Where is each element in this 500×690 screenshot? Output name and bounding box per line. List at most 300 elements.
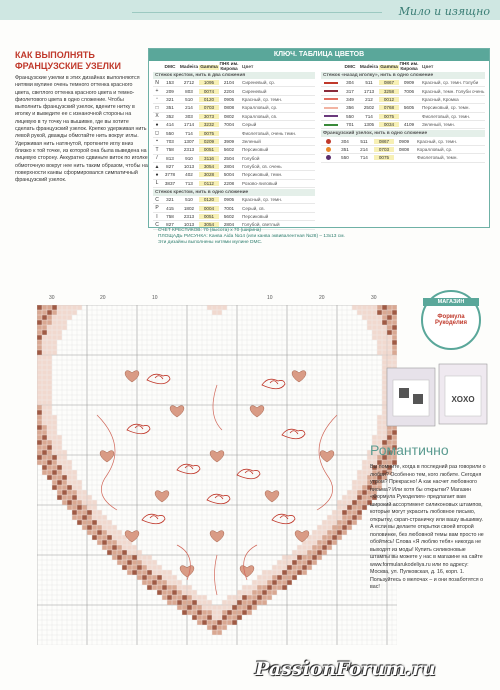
- inner-border-stitch: [282, 555, 287, 560]
- key-header-right: [321, 63, 485, 71]
- border-stitch: [77, 500, 82, 505]
- inner-border-stitch: [337, 505, 342, 510]
- key-footer: [158, 228, 488, 246]
- border-stitch: [152, 575, 157, 580]
- inner-border-stitch: [352, 305, 357, 310]
- border-stitch: [67, 485, 72, 490]
- inner-border-stitch: [52, 320, 57, 325]
- inner-border-stitch: [227, 600, 232, 605]
- inner-border-stitch: [62, 465, 67, 470]
- border-stitch: [147, 570, 152, 575]
- border-stitch: [207, 615, 212, 620]
- inner-border-stitch: [147, 565, 152, 570]
- inner-border-stitch: [362, 470, 367, 475]
- inner-border-stitch: [52, 350, 57, 355]
- border-stitch: [62, 485, 67, 490]
- border-stitch: [52, 455, 57, 460]
- border-stitch: [342, 530, 347, 535]
- border-stitch: [142, 575, 147, 580]
- inner-border-stitch: [42, 395, 47, 400]
- border-stitch: [72, 495, 77, 500]
- inner-border-stitch: [62, 325, 67, 330]
- inner-border-stitch: [307, 540, 312, 545]
- inner-border-stitch: [42, 360, 47, 365]
- border-stitch: [392, 340, 397, 345]
- border-stitch: [42, 305, 47, 310]
- dmc-code: 550: [346, 113, 354, 119]
- badge-text: Формула Рукоделия: [435, 314, 467, 326]
- border-stitch: [57, 480, 62, 485]
- border-stitch: [42, 440, 47, 445]
- border-stitch: [67, 505, 72, 510]
- border-stitch: [117, 560, 122, 565]
- french-section-title: Французский узелок, нить в одно сложение: [321, 130, 485, 137]
- inner-border-stitch: [237, 590, 242, 595]
- dmc-code: 304: [341, 138, 349, 144]
- inner-border-stitch: [377, 425, 382, 430]
- inner-border-stitch: [372, 320, 377, 325]
- half-rows: [153, 196, 315, 230]
- madeira-code: 713: [185, 180, 193, 186]
- border-stitch: [297, 570, 302, 575]
- border-stitch: [347, 520, 352, 525]
- border-stitch: [42, 460, 47, 465]
- border-stitch: [222, 610, 227, 615]
- border-stitch: [362, 495, 367, 500]
- border-stitch: [257, 600, 262, 605]
- color-line-swatch: [324, 124, 338, 126]
- border-stitch: [197, 615, 202, 620]
- inner-border-stitch: [117, 540, 122, 545]
- inner-border-stitch: [387, 345, 392, 350]
- back-rows: [321, 79, 485, 129]
- border-stitch: [282, 585, 287, 590]
- inner-border-stitch: [57, 305, 62, 310]
- madeira-code: 714: [185, 130, 193, 136]
- border-stitch: [287, 565, 292, 570]
- axis-label: 30: [371, 295, 377, 301]
- border-stitch: [37, 405, 42, 410]
- gamma-code: 3054: [199, 222, 219, 227]
- border-stitch: [57, 475, 62, 480]
- inner-border-stitch: [322, 525, 327, 530]
- inner-border-stitch: [327, 520, 332, 525]
- inner-border-stitch: [302, 545, 307, 550]
- inner-border-stitch: [382, 350, 387, 355]
- border-stitch: [212, 630, 217, 635]
- border-stitch: [72, 490, 77, 495]
- inner-border-stitch: [277, 570, 282, 575]
- half-section-title: Стежок крестом, нить в одно сложение: [153, 189, 315, 196]
- inner-border-stitch: [67, 480, 72, 485]
- inner-border-stitch: [47, 415, 52, 420]
- inner-border-stitch: [87, 495, 92, 500]
- inner-border-stitch: [92, 515, 97, 520]
- inner-border-stitch: [377, 420, 382, 425]
- key-row: [153, 204, 315, 212]
- border-stitch: [242, 610, 247, 615]
- border-stitch: [317, 555, 322, 560]
- border-stitch: [362, 490, 367, 495]
- border-stitch: [142, 565, 147, 570]
- inner-border-stitch: [52, 450, 57, 455]
- inner-border-stitch: [37, 380, 42, 385]
- border-stitch: [272, 585, 277, 590]
- gamma-code: 0120: [199, 97, 219, 102]
- inner-border-stitch: [177, 585, 182, 590]
- inner-border-stitch: [172, 575, 177, 580]
- inner-border-stitch: [362, 465, 367, 470]
- border-stitch: [177, 600, 182, 605]
- inner-border-stitch: [262, 575, 267, 580]
- border-stitch: [177, 595, 182, 600]
- key-row: [153, 146, 315, 154]
- border-stitch: [227, 620, 232, 625]
- border-stitch: [327, 540, 332, 545]
- border-stitch: [297, 560, 302, 565]
- color-name: Коралловый, св.: [242, 113, 278, 119]
- gamma-code: 0075: [374, 155, 394, 160]
- inner-border-stitch: [277, 565, 282, 570]
- border-stitch: [107, 535, 112, 540]
- inner-border-stitch: [217, 605, 222, 610]
- inner-border-stitch: [77, 485, 82, 490]
- border-stitch: [47, 440, 52, 445]
- color-dot-swatch: [326, 155, 331, 160]
- border-stitch: [102, 530, 107, 535]
- key-row: [153, 121, 315, 129]
- border-stitch: [37, 445, 42, 450]
- border-stitch: [362, 500, 367, 505]
- border-stitch: [92, 535, 97, 540]
- border-stitch: [342, 515, 347, 520]
- border-stitch: [37, 330, 42, 335]
- border-stitch: [57, 490, 62, 495]
- inner-border-stitch: [102, 515, 107, 520]
- inner-border-stitch: [72, 310, 77, 315]
- border-stitch: [322, 540, 327, 545]
- border-stitch: [292, 565, 297, 570]
- inner-border-stitch: [247, 590, 252, 595]
- row-symbol: /: [156, 155, 158, 162]
- border-stitch: [112, 545, 117, 550]
- border-stitch: [72, 505, 77, 510]
- madeira-code: 2502: [363, 105, 375, 111]
- border-stitch: [132, 555, 137, 560]
- row-symbol: Т: [155, 146, 159, 153]
- key-row: [153, 104, 315, 112]
- border-stitch: [147, 580, 152, 585]
- bird-motif: [237, 469, 260, 479]
- border-stitch: [57, 495, 62, 500]
- border-stitch: [127, 565, 132, 570]
- border-stitch: [142, 570, 147, 575]
- inner-border-stitch: [332, 510, 337, 515]
- inner-border-stitch: [52, 340, 57, 345]
- border-stitch: [292, 575, 297, 580]
- border-stitch: [172, 590, 177, 595]
- inner-border-stitch: [352, 480, 357, 485]
- inner-border-stitch: [42, 420, 47, 425]
- inner-border-stitch: [357, 470, 362, 475]
- color-name: Персиковый: [242, 214, 269, 220]
- inner-border-stitch: [367, 305, 372, 310]
- inner-border-stitch: [307, 545, 312, 550]
- dmc-code: 351: [166, 105, 174, 111]
- border-stitch: [352, 520, 357, 525]
- inner-border-stitch: [362, 475, 367, 480]
- border-stitch: [72, 500, 77, 505]
- inner-border-stitch: [67, 460, 72, 465]
- inner-border-stitch: [67, 465, 72, 470]
- inner-border-stitch: [282, 565, 287, 570]
- inner-border-stitch: [317, 530, 322, 535]
- inner-border-stitch: [57, 325, 62, 330]
- row-symbol: ●: [155, 171, 159, 178]
- inner-border-stitch: [57, 460, 62, 465]
- border-stitch: [122, 560, 127, 565]
- inner-border-stitch: [207, 305, 212, 310]
- border-stitch: [52, 305, 57, 310]
- inner-border-stitch: [242, 585, 247, 590]
- color-line-swatch: [324, 90, 338, 92]
- border-stitch: [97, 525, 102, 530]
- key-row: [321, 121, 485, 129]
- inner-border-stitch: [47, 355, 52, 360]
- pnk-code: 5605: [403, 105, 415, 111]
- border-stitch: [237, 610, 242, 615]
- border-stitch: [292, 570, 297, 575]
- gamma-code: 0074: [199, 89, 219, 94]
- border-stitch: [357, 495, 362, 500]
- border-stitch: [37, 435, 42, 440]
- border-stitch: [157, 580, 162, 585]
- row-symbol: X: [155, 113, 159, 120]
- border-stitch: [47, 470, 52, 475]
- inner-border-stitch: [132, 550, 137, 555]
- inner-border-stitch: [222, 600, 227, 605]
- hdr-pnk: ПНК им. Кирова: [219, 62, 239, 72]
- inner-border-stitch: [377, 335, 382, 340]
- inner-border-stitch: [372, 315, 377, 320]
- dmc-code: 356: [346, 105, 354, 111]
- border-stitch: [37, 410, 42, 415]
- inner-border-stitch: [92, 500, 97, 505]
- inner-border-stitch: [107, 530, 112, 535]
- border-stitch: [47, 450, 52, 455]
- stamp-packages-image: [385, 360, 490, 430]
- border-stitch: [207, 625, 212, 630]
- madeira-code: 1013: [183, 222, 195, 228]
- border-stitch: [247, 605, 252, 610]
- border-stitch: [42, 330, 47, 335]
- inner-border-stitch: [377, 415, 382, 420]
- inner-border-stitch: [382, 335, 387, 340]
- border-stitch: [382, 310, 387, 315]
- border-stitch: [47, 465, 52, 470]
- key-row: [153, 163, 315, 171]
- border-stitch: [137, 560, 142, 565]
- inner-border-stitch: [172, 580, 177, 585]
- bird-motif: [272, 514, 295, 524]
- border-stitch: [317, 540, 322, 545]
- border-stitch: [332, 540, 337, 545]
- inner-border-stitch: [77, 305, 82, 310]
- border-stitch: [392, 315, 397, 320]
- border-stitch: [262, 585, 267, 590]
- inner-border-stitch: [152, 565, 157, 570]
- border-stitch: [322, 550, 327, 555]
- gamma-code: 0051: [199, 147, 219, 152]
- border-stitch: [387, 305, 392, 310]
- inner-border-stitch: [217, 615, 222, 620]
- border-stitch: [177, 590, 182, 595]
- border-stitch: [222, 620, 227, 625]
- inner-border-stitch: [112, 535, 117, 540]
- border-stitch: [267, 585, 272, 590]
- border-stitch: [332, 525, 337, 530]
- design-area: ПЛОЩАДЬ РИСУНКА: Канва Aida №14 (или канва эквивалентная №28) – 13х13 см.: [158, 234, 345, 239]
- inner-border-stitch: [37, 355, 42, 360]
- border-stitch: [192, 610, 197, 615]
- inner-border-stitch: [182, 585, 187, 590]
- dmc-code: 758: [166, 214, 174, 220]
- row-symbol: ◻: [154, 130, 160, 137]
- inner-border-stitch: [97, 520, 102, 525]
- border-stitch: [42, 430, 47, 435]
- border-stitch: [87, 510, 92, 515]
- inner-border-stitch: [272, 570, 277, 575]
- border-stitch: [137, 570, 142, 575]
- row-symbol: N: [155, 79, 159, 86]
- color-name: Красный, ср. темн.: [417, 138, 458, 144]
- pnk-code: 5004: [223, 172, 235, 178]
- gamma-code: 3258: [379, 89, 399, 94]
- row-symbol: ▪: [156, 138, 158, 145]
- heart-pattern: [37, 305, 397, 645]
- inner-border-stitch: [47, 425, 52, 430]
- thread-note: Эти дизайны выполнены нитями мулине DMC.: [158, 240, 263, 245]
- inner-border-stitch: [57, 320, 62, 325]
- inner-border-stitch: [42, 340, 47, 345]
- inner-border-stitch: [317, 535, 322, 540]
- border-stitch: [37, 425, 42, 430]
- inner-border-stitch: [72, 485, 77, 490]
- border-stitch: [382, 320, 387, 325]
- inner-border-stitch: [112, 525, 117, 530]
- border-stitch: [297, 555, 302, 560]
- inner-border-stitch: [142, 560, 147, 565]
- inner-border-stitch: [277, 560, 282, 565]
- inner-border-stitch: [167, 580, 172, 585]
- border-stitch: [377, 305, 382, 310]
- key-header-left: [153, 63, 315, 71]
- border-stitch: [52, 460, 57, 465]
- inner-border-stitch: [342, 495, 347, 500]
- gamma-code: 0867: [379, 80, 399, 85]
- inner-border-stitch: [62, 460, 67, 465]
- border-stitch: [327, 530, 332, 535]
- border-stitch: [217, 620, 222, 625]
- border-stitch: [227, 610, 232, 615]
- key-row: [153, 138, 315, 146]
- pnk-code: 2504: [223, 155, 235, 161]
- dmc-code: 703: [166, 138, 174, 144]
- gamma-code: 0112: [199, 181, 219, 186]
- header-rule: [132, 12, 382, 13]
- border-stitch: [127, 570, 132, 575]
- inner-border-stitch: [47, 360, 52, 365]
- inner-border-stitch: [47, 340, 52, 345]
- border-stitch: [122, 565, 127, 570]
- dmc-code: 321: [166, 197, 174, 203]
- gamma-code: 0004: [199, 206, 219, 211]
- pnk-code: 2204: [223, 88, 235, 94]
- border-stitch: [327, 545, 332, 550]
- stitch-count: СЧЕТ КРЕСТИКОВ: 70 (высота) х 70 (ширина): [158, 228, 261, 233]
- inner-border-stitch: [367, 315, 372, 320]
- border-stitch: [212, 625, 217, 630]
- border-stitch: [387, 430, 392, 435]
- inner-border-stitch: [352, 495, 357, 500]
- inner-border-stitch: [262, 570, 267, 575]
- color-name: Персиковый, ср. темн.: [422, 105, 470, 111]
- inner-border-stitch: [167, 575, 172, 580]
- border-stitch: [167, 595, 172, 600]
- border-stitch: [47, 305, 52, 310]
- border-stitch: [392, 435, 397, 440]
- border-stitch: [277, 585, 282, 590]
- border-stitch: [147, 575, 152, 580]
- border-stitch: [77, 505, 82, 510]
- inner-border-stitch: [122, 545, 127, 550]
- gamma-code: 1095: [199, 80, 219, 85]
- inner-border-stitch: [242, 590, 247, 595]
- inner-border-stitch: [57, 330, 62, 335]
- inner-border-stitch: [42, 345, 47, 350]
- pnk-code: 0802: [223, 113, 235, 119]
- inner-border-stitch: [152, 560, 157, 565]
- border-stitch: [237, 605, 242, 610]
- inner-border-stitch: [207, 600, 212, 605]
- inner-border-stitch: [62, 305, 67, 310]
- inner-border-stitch: [347, 500, 352, 505]
- border-stitch: [52, 485, 57, 490]
- border-stitch: [332, 535, 337, 540]
- key-row: [321, 137, 485, 145]
- romantic-body: Вы помните, когда в последний раз говорили о любви? Особенно тем, кого любите. Сегодня утром? Прекрасно! А как насчет любовного письма? Или хотя бы открытки? Магазин «Формула Рукоделия» предлагает вам широкий ассортимент силиконовых штампов, которые могут украсить любовное письмо, открытку, скрап-страничку или вашу вышивку. А если вы делаете открытки своей второй половинке, без любовной темы вам просто не обойтись! Слова «Я люблю тебя» никогда не выходят из моды! Купить силиконовые штампы вы можете у нас в магазине на сайте www.formularukodeliya.ru или по адресу: Москва, ул. Пулковская, д. 16, корп. 1. Пользуйтесь о мелочах – и они позаботятся о вас!: [370, 464, 486, 590]
- border-stitch: [387, 330, 392, 335]
- border-stitch: [117, 545, 122, 550]
- border-stitch: [342, 525, 347, 530]
- border-stitch: [387, 435, 392, 440]
- border-stitch: [307, 565, 312, 570]
- bird-motif: [142, 514, 165, 524]
- border-stitch: [42, 470, 47, 475]
- inner-border-stitch: [52, 420, 57, 425]
- border-stitch: [392, 335, 397, 340]
- inner-border-stitch: [47, 390, 52, 395]
- border-stitch: [307, 555, 312, 560]
- color-name: Голубой, светлый: [242, 222, 280, 228]
- key-row: [153, 113, 315, 121]
- border-stitch: [227, 615, 232, 620]
- border-stitch: [182, 605, 187, 610]
- border-stitch: [132, 560, 137, 565]
- border-stitch: [247, 600, 252, 605]
- inner-border-stitch: [47, 330, 52, 335]
- border-stitch: [272, 590, 277, 595]
